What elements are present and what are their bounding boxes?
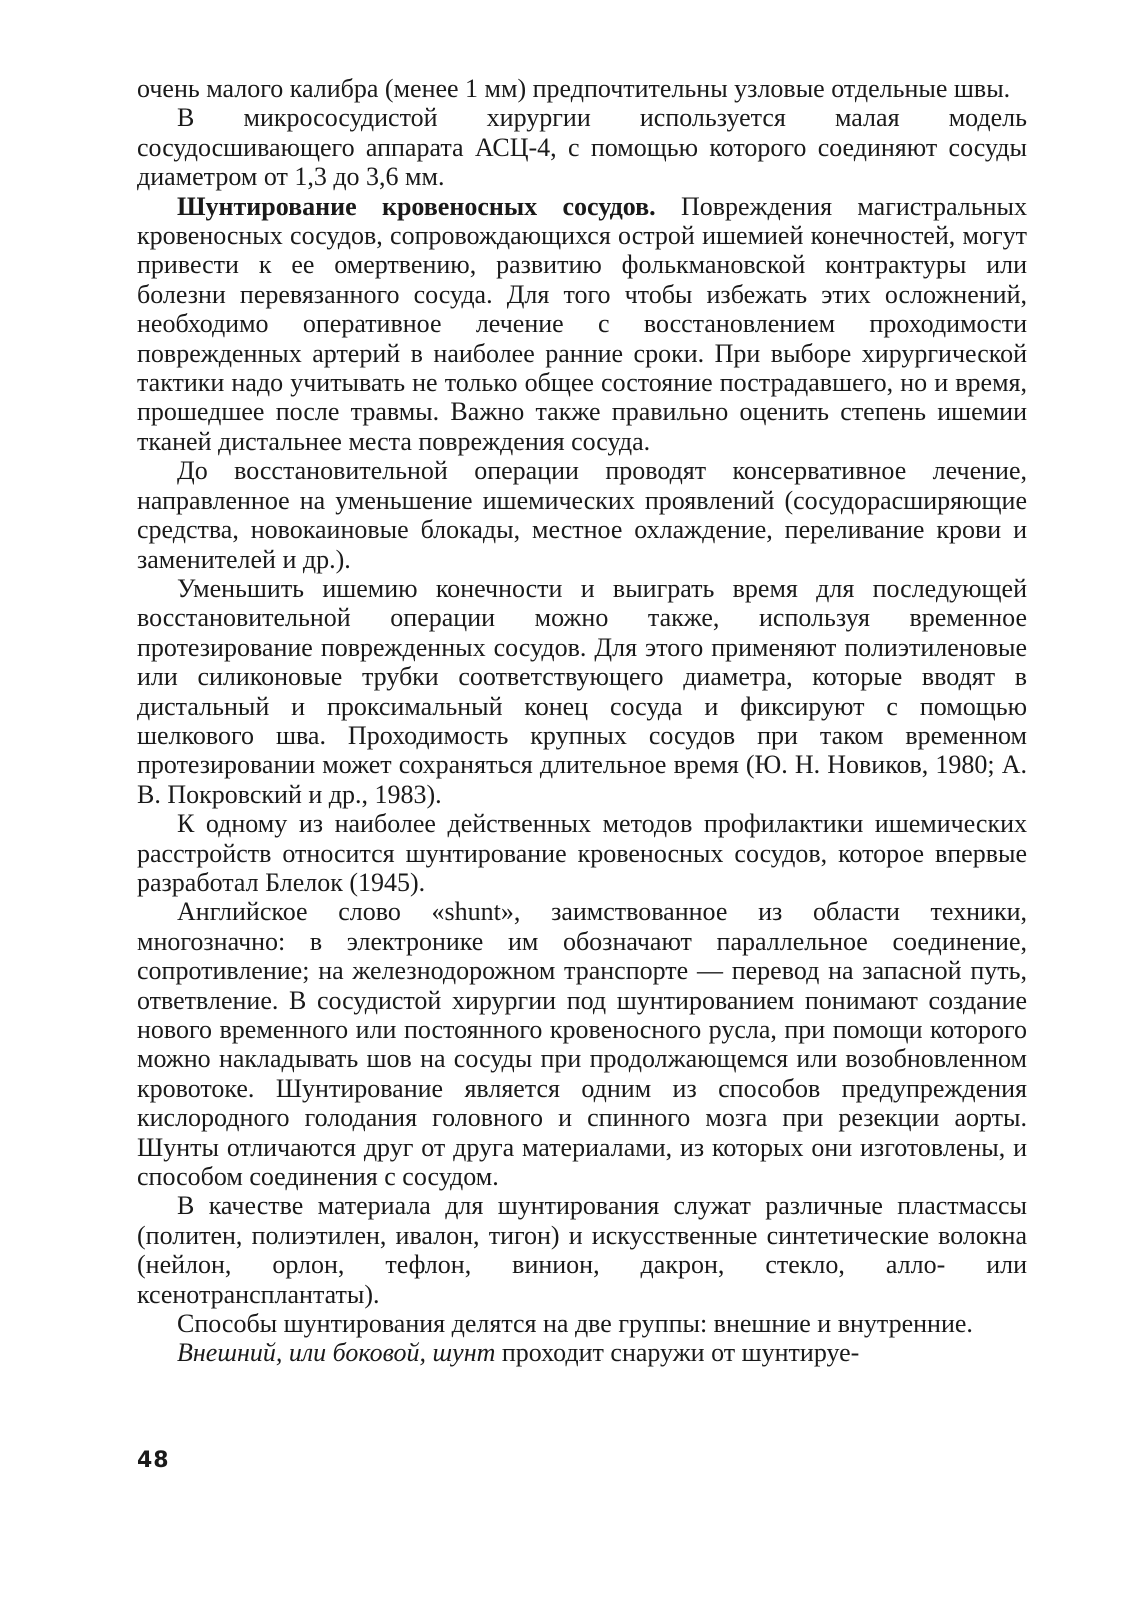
paragraph-9 xyxy=(137,1309,1027,1338)
italic-term-external-shunt: Внешний, или боковой, шунт xyxy=(177,1338,496,1368)
paragraph-5 xyxy=(137,574,1027,809)
page-number: 48 xyxy=(137,1448,170,1473)
paragraph-5-text: Уменьшить ишемию конечности и выиграть время для последующей восстановительной операции можно также, используя временное протезирование поврежденных сосудов. Для этого применяют полиэтиленовые или силиконовые трубки соответствующего диаметра, которые вводят в дистальный и проксимальный конец сосуда и фиксируют с помощью шелкового шва. Проходимость крупных сосудов при таком временном протезировании может сохраняться длительное время (Ю. Н. Новиков, 1980; А. В. Покровский и др., 1983). xyxy=(137,573,1027,809)
page-body xyxy=(137,74,1027,1368)
paragraph-4 xyxy=(137,456,1027,574)
paragraph-10-text: проходит снаружи от шунтируе- xyxy=(495,1338,860,1368)
paragraph-8-text: В качестве материала для шунтирования служат различные пластмассы (политен, полиэтилен, ивалон, тигон) и искусственные синтетические волокна (нейлон, орлон, тефлон, винион, дакрон, стекло, алло- или ксенотрансплантаты). xyxy=(137,1191,1027,1309)
paragraph-4-text: До восстановительной операции проводят консервативное лечение, направленное на уменьшение ишемических проявлений (сосудорасширяющие средства, новокаиновые блокады, местное охлаждение, переливание крови и заменителей и др.). xyxy=(137,456,1027,574)
paragraph-6-text: К одному из наиболее действенных методов профилактики ишемических расстройств относится шунтирование кровеносных сосудов, которое впервые разработал Блелок (1945). xyxy=(137,809,1027,897)
paragraph-10 xyxy=(137,1338,1027,1367)
paragraph-3 xyxy=(137,192,1027,457)
paragraph-2 xyxy=(137,103,1027,191)
paragraph-1 xyxy=(137,74,1027,103)
paragraph-3-text: Повреждения магистральных кровеносных сосудов, сопровождающихся острой ишемией конечностей, могут привести к ее омертвению, развитию фолькмановской контрактуры или болезни перевязанного сосуда. Для того чтобы избежать этих осложнений, необходимо оперативное лечение с восстановлением проходимости поврежденных артерий в наиболее ранние сроки. При выборе хирургической тактики надо учитывать не только общее состояние пострадавшего, но и время, прошедшее после травмы. Важно также правильно оценить степень ишемии тканей дистальнее места повреждения сосуда. xyxy=(137,191,1027,456)
paragraph-8 xyxy=(137,1191,1027,1309)
paragraph-1-text: очень малого калибра (менее 1 мм) предпочтительны узловые отдельные швы. xyxy=(137,74,1011,103)
paragraph-7 xyxy=(137,897,1027,1191)
paragraph-9-text: Способы шунтирования делятся на две группы: внешние и внутренние. xyxy=(177,1309,973,1339)
paragraph-2-text: В микрососудистой хирургии используется малая модель сосудосшивающего аппарата АСЦ-4, с помощью которого соединяют сосуды диаметром от 1,3 до 3,6 мм. xyxy=(137,103,1027,192)
section-heading-shunting: Шунтирование кровеносных сосудов. xyxy=(177,191,656,221)
paragraph-7-text: Английское слово «shunt», заимствованное из области техники, многозначно: в электронике им обозначают параллельное соединение, сопротивление; на железнодорожном транспорте — перевод на запасной путь, ответвление. В сосудистой хирургии под шунтированием понимают создание нового временного или постоянного кровеносного русла, при помощи которого можно накладывать шов на сосуды при продолжающемся или возобновленном кровотоке. Шунтирование является одним из способов предупреждения кислородного голодания головного и спинного мозга при резекции аорты. Шунты отличаются друг от друга материалами, из которых они изготовлены, и способом соединения с сосудом. xyxy=(137,897,1027,1192)
paragraph-6 xyxy=(137,809,1027,897)
